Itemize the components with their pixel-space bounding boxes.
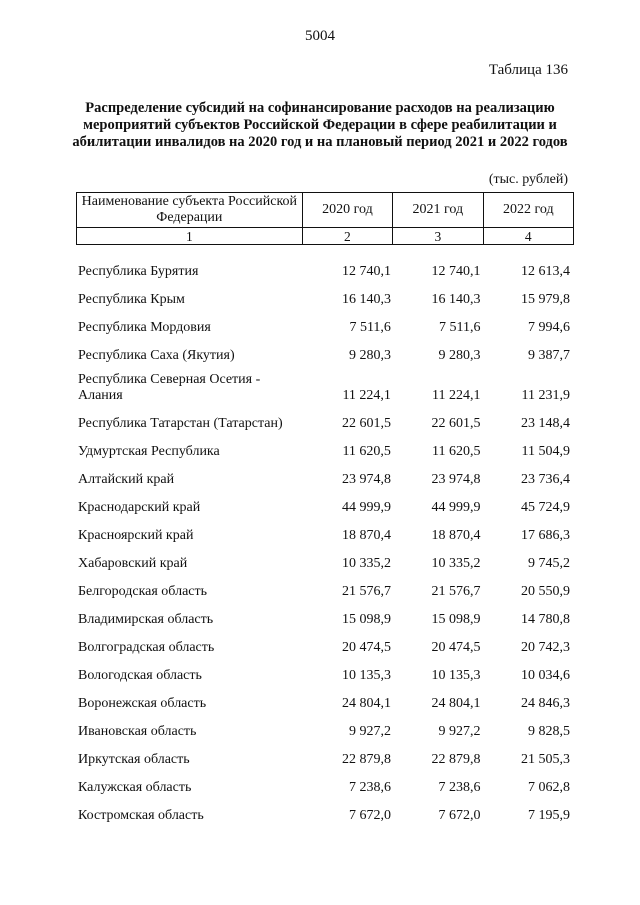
region-name: Красноярский край xyxy=(78,528,194,543)
value-2022: 17 686,3 xyxy=(521,528,570,543)
table-row xyxy=(76,280,574,308)
region-name: Хабаровский край xyxy=(78,556,188,571)
table-row xyxy=(76,656,574,684)
value-2022: 23 148,4 xyxy=(521,416,570,431)
value-2021: 12 740,1 xyxy=(431,264,481,279)
table-row xyxy=(76,740,574,768)
value-2020: 22 601,5 xyxy=(341,416,391,431)
value-2020: 24 804,1 xyxy=(341,696,391,711)
value-2022: 9 387,7 xyxy=(528,348,570,363)
region-name: Республика Татарстан (Татарстан) xyxy=(78,416,283,431)
table-row xyxy=(76,308,574,336)
region-name: Республика Бурятия xyxy=(78,264,199,279)
table-row xyxy=(76,712,574,740)
value-2022: 7 195,9 xyxy=(528,808,570,823)
value-2020: 7 511,6 xyxy=(349,320,391,335)
table-row xyxy=(76,600,574,628)
value-2022: 15 979,8 xyxy=(521,292,570,307)
table-row xyxy=(76,364,574,404)
region-name: Волгоградская область xyxy=(78,640,215,655)
value-2021: 18 870,4 xyxy=(431,528,481,543)
value-2020: 23 974,8 xyxy=(341,472,391,487)
value-2021: 7 511,6 xyxy=(438,320,481,335)
value-2020: 22 879,8 xyxy=(341,752,391,767)
value-2021: 7 672,0 xyxy=(438,808,481,823)
value-2022: 14 780,8 xyxy=(521,612,570,627)
value-2022: 9 745,2 xyxy=(528,556,570,571)
table-row xyxy=(76,252,574,280)
value-2020: 7 238,6 xyxy=(348,780,391,795)
value-2022: 11 504,9 xyxy=(521,444,570,459)
column-number-3: 3 xyxy=(393,228,483,245)
value-2022: 21 505,3 xyxy=(521,752,570,767)
table-header xyxy=(76,192,574,245)
table-row xyxy=(76,404,574,432)
value-2020: 18 870,4 xyxy=(341,528,391,543)
region-name: Алтайский край xyxy=(78,472,175,487)
region-name: Республика Крым xyxy=(78,292,185,307)
region-name: Калужская область xyxy=(78,780,192,795)
value-2020: 7 672,0 xyxy=(348,808,391,823)
region-name: Владимирская область xyxy=(78,612,214,627)
region-name: Вологодская область xyxy=(78,668,202,683)
value-2020: 16 140,3 xyxy=(341,292,391,307)
value-2021: 22 879,8 xyxy=(431,752,481,767)
value-2021: 10 135,3 xyxy=(431,668,481,683)
value-2020: 15 098,9 xyxy=(341,612,391,627)
table-row xyxy=(76,544,574,572)
value-2022: 24 846,3 xyxy=(521,696,570,711)
value-2022: 12 613,4 xyxy=(521,264,570,279)
value-2021: 22 601,5 xyxy=(431,416,481,431)
region-name: Краснодарский край xyxy=(78,500,201,515)
table-label: Таблица 136 xyxy=(488,62,568,78)
units-label: (тыс. рублей) xyxy=(488,172,568,187)
value-2022: 20 742,3 xyxy=(521,640,570,655)
value-2022: 7 062,8 xyxy=(528,780,570,795)
table-row xyxy=(76,488,574,516)
column-number-1: 1 xyxy=(77,228,303,245)
region-name: Ивановская область xyxy=(78,724,197,739)
region-name: Белгородская область xyxy=(78,584,208,599)
value-2020: 44 999,9 xyxy=(341,500,391,515)
value-2020: 21 576,7 xyxy=(341,584,391,599)
column-header-name: Наименование субъекта Российской Федерации xyxy=(77,193,303,228)
column-number-4: 4 xyxy=(483,228,573,245)
value-2021: 10 335,2 xyxy=(431,556,481,571)
value-2021: 44 999,9 xyxy=(431,500,481,515)
value-2021: 11 224,1 xyxy=(431,388,481,403)
value-2021: 16 140,3 xyxy=(431,292,481,307)
column-header-2020: 2020 год xyxy=(302,193,392,228)
value-2020: 11 224,1 xyxy=(342,388,391,403)
region-name: Республика Северная Осетия - Алания xyxy=(78,372,261,403)
value-2022: 10 034,6 xyxy=(521,668,570,683)
region-name: Костромская область xyxy=(78,808,204,823)
table-row xyxy=(76,572,574,600)
region-name: Иркутская область xyxy=(78,752,190,767)
value-2021: 11 620,5 xyxy=(431,444,481,459)
value-2021: 9 280,3 xyxy=(438,348,481,363)
value-2021: 20 474,5 xyxy=(431,640,481,655)
value-2022: 23 736,4 xyxy=(521,472,570,487)
value-2021: 7 238,6 xyxy=(438,780,481,795)
region-name: Удмуртская Республика xyxy=(78,444,220,459)
value-2021: 23 974,8 xyxy=(431,472,481,487)
value-2020: 20 474,5 xyxy=(341,640,391,655)
value-2020: 12 740,1 xyxy=(341,264,391,279)
table-row xyxy=(76,432,574,460)
table-row xyxy=(76,460,574,488)
region-name: Республика Саха (Якутия) xyxy=(78,348,235,363)
region-name: Республика Мордовия xyxy=(78,320,211,335)
document-title: Распределение субсидий на софинансирование расходов на реализацию мероприятий субъектов Российской Федерации в сфере реабилитации и абилитации инвалидов на 2020 год и на плановый период 2021 и 2022 годов xyxy=(72,100,568,150)
value-2020: 9 280,3 xyxy=(348,348,391,363)
value-2022: 45 724,9 xyxy=(521,500,570,515)
value-2022: 7 994,6 xyxy=(528,320,570,335)
value-2022: 11 231,9 xyxy=(521,388,570,403)
value-2021: 15 098,9 xyxy=(431,612,481,627)
table-row xyxy=(76,628,574,656)
table-row xyxy=(76,768,574,796)
value-2020: 10 335,2 xyxy=(341,556,391,571)
table-row xyxy=(76,684,574,712)
value-2020: 10 135,3 xyxy=(341,668,391,683)
value-2020: 11 620,5 xyxy=(342,444,391,459)
value-2021: 21 576,7 xyxy=(431,584,481,599)
table-row xyxy=(76,516,574,544)
value-2021: 9 927,2 xyxy=(438,724,481,739)
value-2022: 20 550,9 xyxy=(521,584,570,599)
subsidy-table xyxy=(76,252,574,824)
value-2021: 24 804,1 xyxy=(431,696,481,711)
column-header-2022: 2022 год xyxy=(483,193,573,228)
column-number-2: 2 xyxy=(302,228,392,245)
column-header-2021: 2021 год xyxy=(393,193,483,228)
page-number: 5004 xyxy=(305,28,335,44)
value-2022: 9 828,5 xyxy=(528,724,570,739)
value-2020: 9 927,2 xyxy=(348,724,391,739)
table-row xyxy=(76,336,574,364)
region-name: Воронежская область xyxy=(78,696,207,711)
table-row xyxy=(76,796,574,824)
